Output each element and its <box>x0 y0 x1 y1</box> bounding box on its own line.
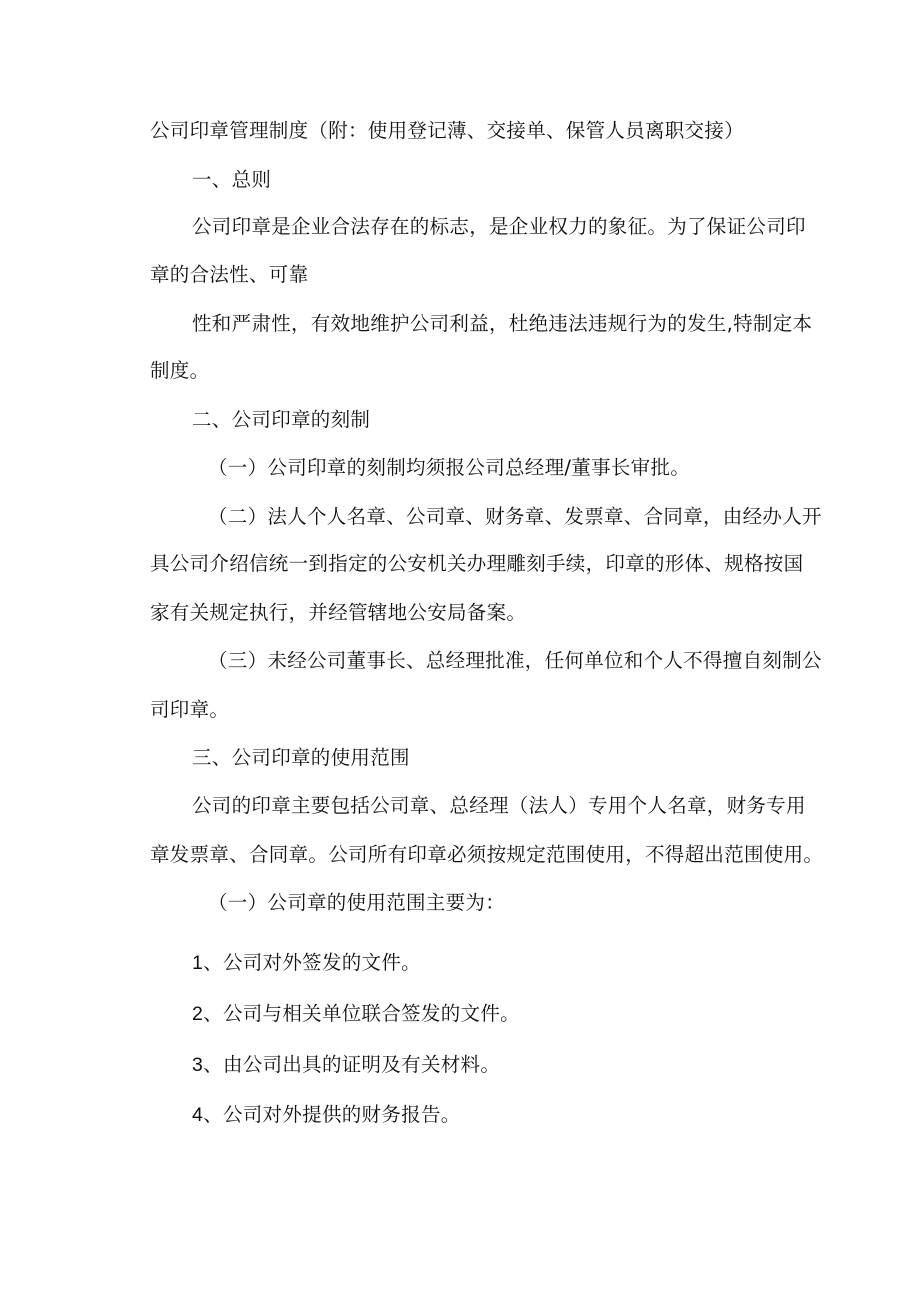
paragraph-line: 家有关规定执行，并经管辖地公安局备案。 <box>150 601 527 624</box>
section-heading-general: 一、总则 <box>192 168 272 191</box>
section-heading-usage-scope: 三、公司印章的使用范围 <box>192 746 410 769</box>
section-heading-engraving: 二、公司印章的刻制 <box>192 408 371 431</box>
list-item: （一）公司印章的刻制均须报公司总经理/董事长审批。 <box>208 456 691 479</box>
paragraph-line: 章的合法性、可靠 <box>150 263 309 286</box>
paragraph-line: 公司印章是企业合法存在的标志，是企业权力的象征。为了保证公司印 <box>192 215 806 238</box>
paragraph-line: 制度。 <box>150 359 210 382</box>
paragraph-line: 具公司介绍信统一到指定的公安机关办理雕刻手续，印章的形体、规格按国 <box>150 552 804 575</box>
paragraph-line: 性和严肃性，有效地维护公司利益，杜绝违法违规行为的发生,特制定本 <box>192 312 813 335</box>
paragraph-line: 司印章。 <box>150 698 230 721</box>
list-item: 3、由公司出具的证明及有关材料。 <box>192 1054 501 1076</box>
paragraph-line: （三）未经公司董事长、总经理批准，任何单位和个人不得擅自刻制公 <box>208 649 822 672</box>
subheading: （一）公司章的使用范围主要为： <box>208 891 506 914</box>
paragraph-line: 章发票章、合同章。公司所有印章必须按规定范围使用，不得超出范围使用。 <box>150 843 824 866</box>
list-item: 1、公司对外签发的文件。 <box>192 952 421 974</box>
paragraph-line: （二）法人个人名章、公司章、财务章、发票章、合同章，由经办人开 <box>208 505 822 528</box>
list-item: 4、公司对外提供的财务报告。 <box>192 1104 461 1126</box>
document-title: 公司印章管理制度（附：使用登记薄、交接单、保管人员离职交接） <box>150 119 745 142</box>
list-item: 2、公司与相关单位联合签发的文件。 <box>192 1003 520 1025</box>
paragraph-line: 公司的印章主要包括公司章、总经理（法人）专用个人名章，财务专用 <box>192 794 806 817</box>
